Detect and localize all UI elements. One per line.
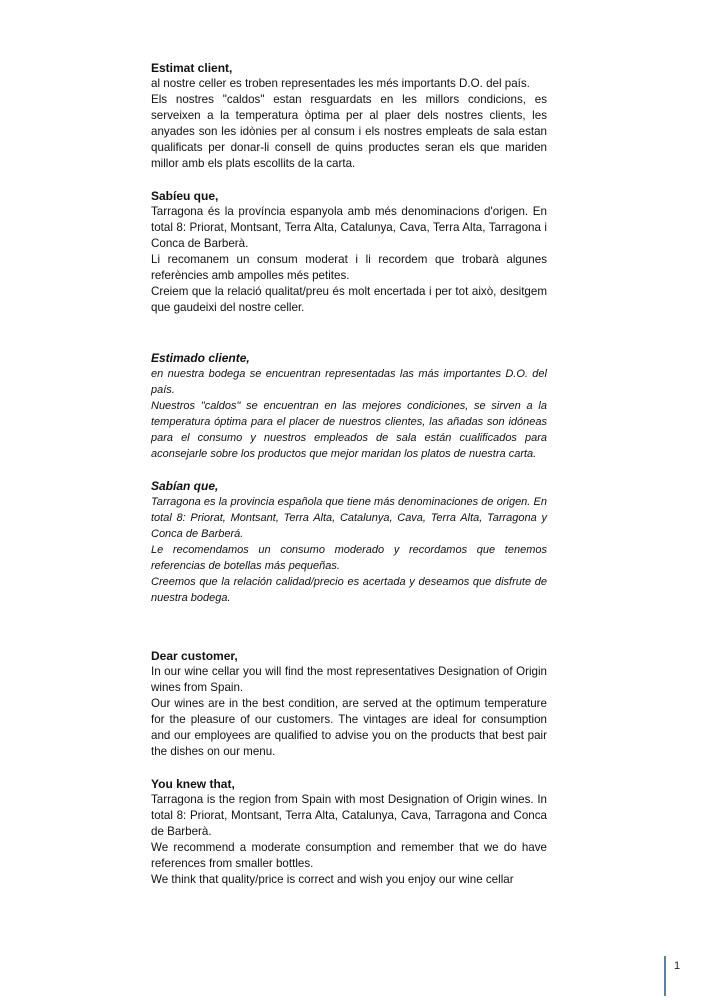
spanish-heading-did-you-know: Sabían que, xyxy=(151,479,219,493)
spanish-paragraph-1: en nuestra bodega se encuentran representadas las más importantes D.O. del país. xyxy=(151,368,547,396)
english-section xyxy=(151,648,547,888)
page-number: 1 xyxy=(674,960,681,972)
spanish-section xyxy=(151,350,547,606)
spanish-paragraph-4: Le recomendamos un consumo moderado y recordamos que tenemos referencias de botellas más pequeñas. xyxy=(151,544,547,572)
english-paragraph-2: Our wines are in the best condition, are served at the optimum temperature for the pleasure of our customers. The vintages are ideal for consumption and our employees are qualified to advise you on the products that best pair the dishes on our menu. xyxy=(151,697,547,758)
spanish-paragraph-3: Tarragona es la provincia española que tiene más denominaciones de origen. En total 8: Priorat, Montsant, Terra Alta, Catalunya, Cava, Terra Alta, Tarragona y Conca de Barberá. xyxy=(151,496,547,540)
catalan-paragraph-4: Li recomanem un consum moderat i li recordem que trobarà algunes referències amb ampolles més petites. xyxy=(151,253,547,282)
english-greeting: Dear customer, xyxy=(151,649,238,663)
english-heading-you-knew-that: You knew that, xyxy=(151,777,235,791)
english-paragraph-4: We recommend a moderate consumption and remember that we do have references from smaller bottles. xyxy=(151,841,547,870)
catalan-heading-did-you-know: Sabíeu que, xyxy=(151,189,219,203)
english-paragraph-3: Tarragona is the region from Spain with most Designation of Origin wines. In total 8: Priorat, Montsant, Terra Alta, Catalunya, Cava, Tarragona and Conca de Barberà. xyxy=(151,793,547,838)
catalan-paragraph-2: Els nostres "caldos" estan resguardats en les millors condicions, es serveixen a la temperatura òptima per al plaer dels nostres clients, les anyades son les idònies per al consum i els nostres empleats de sala estan qualificats per donar-li consell de quins productes seran els que mariden millor amb els plats escollits de la carta. xyxy=(151,93,547,170)
catalan-paragraph-5: Creiem que la relació qualitat/preu és molt encertada i per tot això, desitgem que gaudeixi del nostre celler. xyxy=(151,285,547,314)
catalan-section xyxy=(151,60,547,316)
spanish-greeting: Estimado cliente, xyxy=(151,351,250,365)
spanish-paragraph-5: Creemos que la relación calidad/precio es acertada y deseamos que disfrute de nuestra bodega. xyxy=(151,576,547,604)
catalan-paragraph-3: Tarragona és la província espanyola amb més denominacions d'origen. En total 8: Priorat, Montsant, Terra Alta, Catalunya, Cava, Terra Alta, Tarragona i Conca de Barberà. xyxy=(151,205,547,250)
catalan-paragraph-1: al nostre celler es troben representades les més importants D.O. del país. xyxy=(151,77,530,90)
page-number-rule xyxy=(664,956,666,996)
catalan-greeting: Estimat client, xyxy=(151,61,233,75)
english-paragraph-1: In our wine cellar you will find the most representatives Designation of Origin wines from Spain. xyxy=(151,665,547,694)
spanish-paragraph-2: Nuestros "caldos" se encuentran en las mejores condiciones, se sirven a la temperatura óptima para el placer de nuestros clientes, las añadas son idóneas para el consumo y nuestros empleados de sala están cualificados para aconsejarle sobre los productos que mejor maridan los platos de nuestra carta. xyxy=(151,400,547,460)
english-paragraph-5: We think that quality/price is correct and wish you enjoy our wine cellar xyxy=(151,873,514,886)
